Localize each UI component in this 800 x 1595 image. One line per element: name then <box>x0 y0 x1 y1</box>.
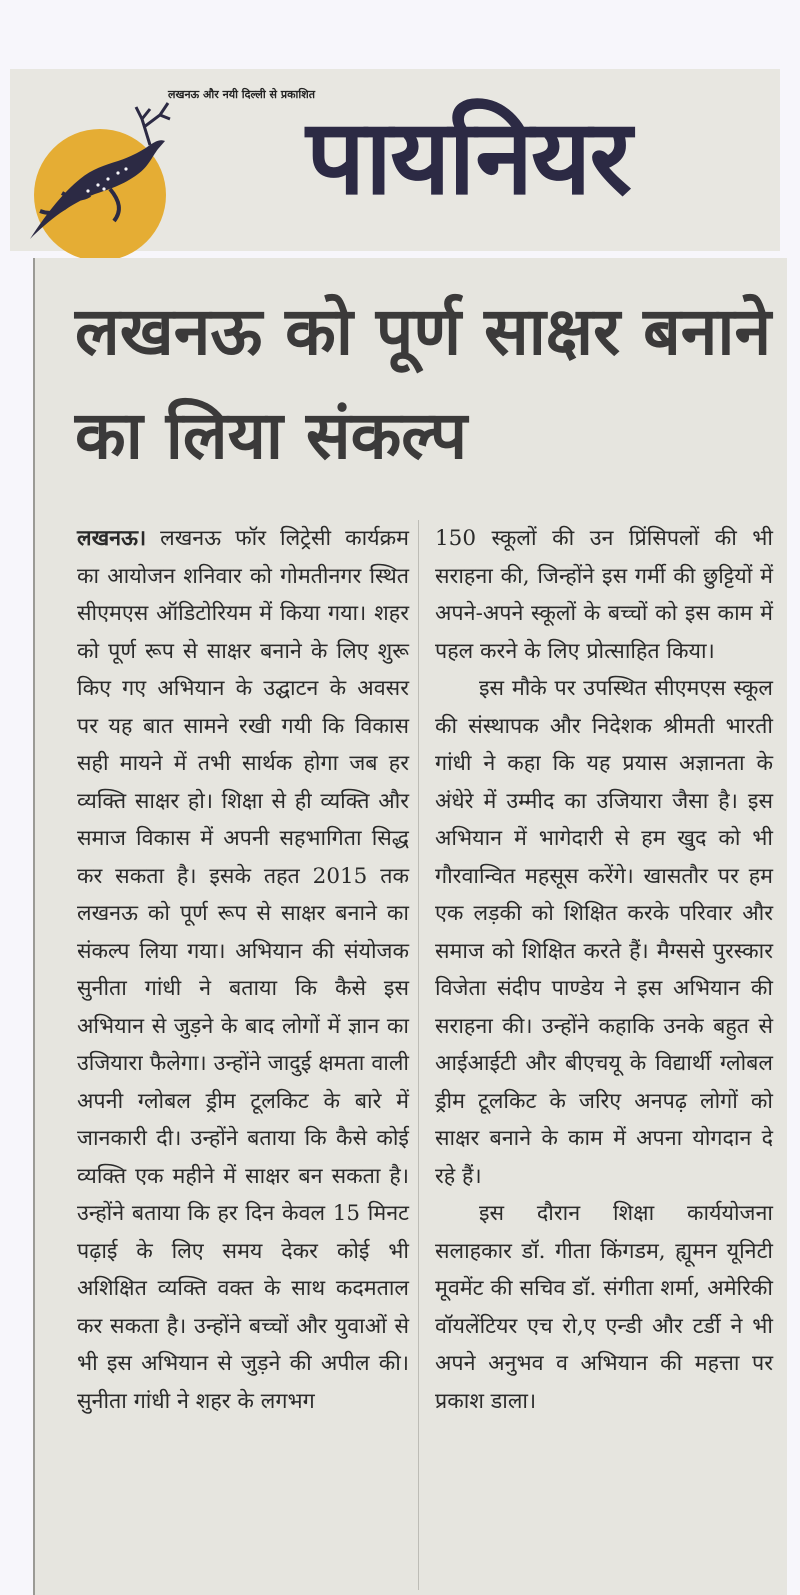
leaping-deer-icon <box>10 89 180 249</box>
article-paragraph: इस मौके पर उपस्थित सीएमएस स्कूल की संस्थापक और निदेशक श्रीमती भारती गांधी ने कहा कि यह प्रयास अज्ञानता के अंधेरे में उम्मीद का उजियारा जैसा है। इस अभियान में भागेदारी से हम खुद को भी गौरवान्वित महसूस करेंगे। खासतौर पर हम एक लड़की को शिक्षित करके परिवार और समाज को शिक्षित करते हैं। मैग्ससे पुरस्कार विजेता संदीप पाण्डेय ने इस अभियान की सराहना की। उन्होंने कहाकि उनके बहुत से आईआईटी और बीएचयू के विद्यार्थी ग्लोबल ड्रीम टूलकिट के जरिए अनपढ़ लोगों को साक्षर बनाने के काम में अपना योगदान दे रहे हैं। <box>435 676 773 1189</box>
column-divider <box>418 520 419 1590</box>
article-paragraph: इस दौरान शिक्षा कार्ययोजना सलाहकार डॉ. गीता किंगडम, ह्यूमन यूनिटी मूवमेंट की सचिव डॉ. संगीता शर्मा, अमेरिकी वॉयलेंटियर एच रो,ए एन्डी और टर्डी ने भी अपने अनुभव व अभियान की महत्ता पर प्रकाश डाला। <box>435 1201 773 1414</box>
newspaper-masthead <box>10 69 780 251</box>
masthead-tagline: लखनऊ और नयी दिल्ली से प्रकाशित <box>168 88 315 101</box>
article-body-text: लखनऊ फॉर लिट्रेसी कार्यक्रम का आयोजन शनिवार को गोमतीनगर स्थित सीएमएस ऑडिटोरियम में किया गया। शहर को पूर्ण रूप से साक्षर बनाने के लिए शुरू किए गए अभियान के उद्घाटन के अवसर पर यह बात सामने रखी गयी कि विकास सही मायने में तभी सार्थक होगा जब हर व्यक्ति साक्षर हो। शिक्षा से ही व्यक्ति और समाज विकास में अपनी सहभागिता सिद्ध कर सकता है। इसके तहत 2015 तक लखनऊ को पूर्ण रूप से साक्षर बनाने का संकल्प लिया गया। अभियान की संयोजक सुनीता गांधी ने बताया कि कैसे इस अभियान से जुड़ने के बाद लोगों में ज्ञान का उजियारा फैलेगा। उन्होंने जादुई क्षमता वाली अपनी ग्लोबल ड्रीम टूलकिट के बारे में जानकारी दी। उन्होंने बताया कि कैसे कोई व्यक्ति एक महीने में साक्षर बन सकता है। उन्होंने बताया कि हर दिन केवल 15 मिनट पढ़ाई के लिए समय देकर कोई भी अशिक्षित व्यक्ति वक्त के साथ कदमताल कर सकता है। उन्होंने बच्चों और युवाओं से भी इस अभियान से जुड़ने की अपील की। सुनीता गांधी ने शहर के लगभग <box>77 526 410 1414</box>
article-headline: लखनऊ को पूर्ण साक्षर बनाने का लिया संकल्प <box>75 293 772 474</box>
article-paragraph <box>77 520 409 1420</box>
article-column-left <box>77 520 409 1420</box>
article-column-right <box>435 520 773 1420</box>
news-article <box>33 258 787 1595</box>
article-dateline: लखनऊ। <box>77 526 147 551</box>
newspaper-logo: पायनियर <box>306 96 630 218</box>
article-paragraph: 150 स्कूलों की उन प्रिंसिपलों की भी सराहना की, जिन्होंने इस गर्मी की छुट्टियों में अपने-अपने स्कूलों के बच्चों को इस काम में पहल करने के लिए प्रोत्साहित किया। <box>435 526 773 664</box>
